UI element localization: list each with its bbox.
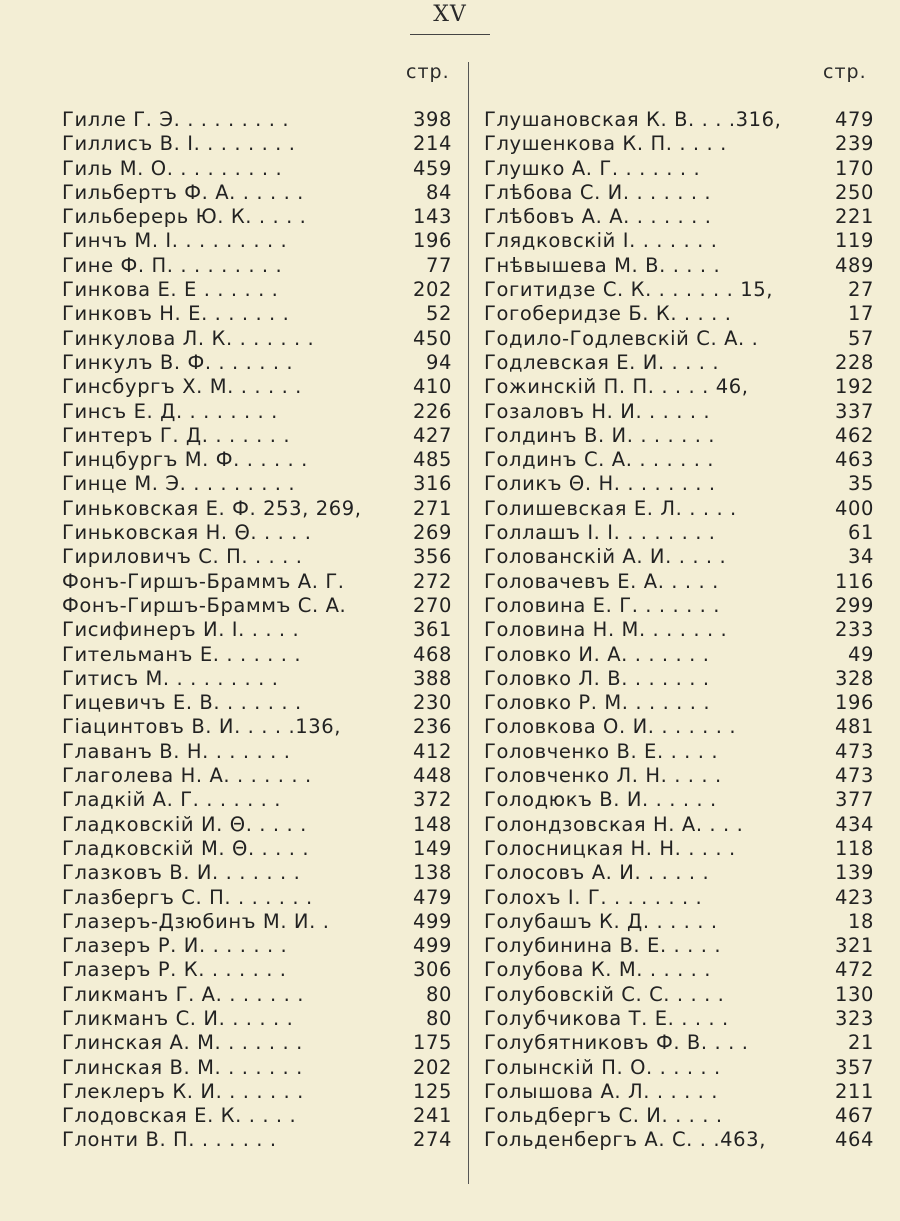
entry-name: Голдинъ С. А. . . . . . . [484, 448, 715, 472]
index-entry [484, 132, 874, 156]
entry-pages: 489 [834, 253, 874, 277]
entry-pages: 459 [412, 156, 452, 180]
index-entry [484, 837, 874, 861]
entry-name: Голованскій А. И. . . . . [484, 545, 727, 569]
entry-pages: 119 [834, 229, 874, 253]
entry-pages: 473 [834, 764, 874, 788]
entry-name: Гиллисъ В. І. . . . . . . . [62, 132, 296, 156]
entry-pages: 170 [834, 156, 874, 180]
index-entry [484, 715, 874, 739]
entry-name: Головина Е. Г. . . . . . . [484, 593, 721, 617]
index-entry [62, 715, 452, 739]
entry-pages: 481 [834, 715, 874, 739]
entry-pages: 49 [847, 642, 874, 666]
entry-name: Гине Ф. П. . . . . . . . . [62, 253, 283, 277]
entry-pages: 464 [834, 1128, 874, 1152]
entry-name: Глушенкова К. П. . . . . [484, 132, 727, 156]
entry-pages: 196 [412, 229, 452, 253]
entry-pages: 299 [834, 593, 874, 617]
entry-pages: 316 [412, 472, 452, 496]
entry-name: Гинцбургъ М. Ф. . . . . . [62, 448, 308, 472]
index-entry [62, 254, 452, 278]
index-entry [484, 740, 874, 764]
entry-pages: 57 [847, 326, 874, 350]
entry-pages: 192 [834, 375, 874, 399]
entry-name: Гириловичъ С. П. . . . . [62, 545, 303, 569]
entry-name: Гинсъ Е. Д. . . . . . . . [62, 399, 278, 423]
index-entry [62, 351, 452, 375]
index-entry [484, 254, 874, 278]
index-entry [62, 813, 452, 837]
entry-pages: 130 [834, 982, 874, 1006]
entry-pages: 357 [834, 1055, 874, 1079]
entry-name: Гладковскій И. Θ. . . . . [62, 812, 307, 836]
entry-pages: 377 [834, 788, 874, 812]
entry-name: Головченко Л. Н. . . . . [484, 764, 722, 788]
index-entry [62, 1007, 452, 1031]
entry-name: Гинкулъ В. Ф. . . . . . . [62, 350, 294, 374]
entry-name: Голлашъ І. І. . . . . . . . [484, 521, 716, 545]
index-entry [484, 667, 874, 691]
entry-name: Гладкій А. Г. . . . . . . [62, 788, 282, 812]
entry-pages: 175 [412, 1031, 452, 1055]
index-entry [484, 448, 874, 472]
entry-pages: 468 [412, 642, 452, 666]
entry-pages: 116 [834, 569, 874, 593]
entry-pages: 372 [412, 788, 452, 812]
entry-name: Голосницкая Н. Н. . . . . [484, 836, 736, 860]
index-entry [484, 157, 874, 181]
entry-name: Головченко В. Е. . . . . [484, 739, 719, 763]
entry-pages: 479 [834, 108, 874, 131]
entry-name: Гнѣвышева М. В. . . . . [484, 253, 721, 277]
entry-name: Гинсбургъ Х. М. . . . . . [62, 375, 302, 399]
index-entry [62, 1080, 452, 1104]
index-entry [484, 205, 874, 229]
index-entry [484, 1031, 874, 1055]
entry-pages: 423 [834, 885, 874, 909]
entry-name: Голондзовская Н. А. . . . [484, 812, 744, 836]
entry-name: Глушановская К. В. . . .316, [484, 108, 782, 131]
entry-name: Гладковскій М. Θ. . . . . [62, 836, 310, 860]
entry-name: Глеклеръ К. И. . . . . . . [62, 1079, 304, 1103]
index-entry [62, 521, 452, 545]
entry-pages: 34 [847, 545, 874, 569]
index-entry [62, 375, 452, 399]
entry-pages: 361 [412, 618, 452, 642]
right-column-header: стр. [823, 61, 867, 83]
entry-pages: 94 [425, 350, 452, 374]
index-entry [484, 108, 874, 132]
entry-pages: 434 [834, 812, 874, 836]
index-entry [484, 983, 874, 1007]
entry-pages: 236 [412, 715, 452, 739]
entry-name: Главанъ В. Н. . . . . . . [62, 739, 291, 763]
entry-name: Голышова А. Л. . . . . . [484, 1079, 719, 1103]
entry-pages: 250 [834, 180, 874, 204]
entry-pages: 80 [425, 982, 452, 1006]
entry-pages: 139 [834, 861, 874, 885]
entry-name: Годлевская Е. И. . . . . [484, 350, 720, 374]
entry-name: Гинкова Е. Е . . . . . . [62, 278, 279, 302]
index-entry [484, 497, 874, 521]
entry-name: Голубинина В. Е. . . . . [484, 934, 722, 958]
index-entry [484, 570, 874, 594]
index-entry [62, 229, 452, 253]
entry-pages: 239 [834, 132, 874, 156]
entry-name: Голдинъ В. И. . . . . . . [484, 423, 716, 447]
entry-pages: 18 [847, 909, 874, 933]
entry-pages: 148 [412, 812, 452, 836]
index-entry [484, 594, 874, 618]
entry-name: Гицевичъ Е. В. . . . . . . [62, 691, 302, 715]
index-entry [62, 643, 452, 667]
entry-pages: 306 [412, 958, 452, 982]
index-entry [62, 205, 452, 229]
index-entry [62, 594, 452, 618]
index-entry [62, 400, 452, 424]
entry-pages: 427 [412, 423, 452, 447]
entry-name: Гисифинеръ И. І. . . . . [62, 618, 300, 642]
entry-name: Гожинскій П. П. . . . . 46, [484, 375, 749, 399]
header-rule [410, 34, 490, 35]
entry-pages: 21 [847, 1031, 874, 1055]
index-entry [484, 910, 874, 934]
entry-name: Гіацинтовъ В. И. . . . .136, [62, 715, 342, 739]
entry-name: Гликманъ Г. А. . . . . . . [62, 982, 305, 1006]
index-entry [484, 643, 874, 667]
entry-name: Глазбергъ С. П. . . . . . . [62, 885, 313, 909]
entry-pages: 80 [425, 1006, 452, 1030]
entry-name: Гиньковская Е. Ф. 253, 269, [62, 496, 362, 520]
index-entry [62, 472, 452, 496]
index-entry [62, 497, 452, 521]
entry-pages: 274 [412, 1128, 452, 1152]
entry-pages: 270 [412, 593, 452, 617]
index-entry [484, 886, 874, 910]
entry-pages: 410 [412, 375, 452, 399]
entry-name: Глушко А. Г. . . . . . . [484, 156, 701, 180]
entry-pages: 400 [834, 496, 874, 520]
entry-pages: 230 [412, 691, 452, 715]
entry-name: Гинце М. Э. . . . . . . . . [62, 472, 296, 496]
entry-pages: 149 [412, 836, 452, 860]
entry-pages: 84 [425, 180, 452, 204]
entry-pages: 499 [412, 934, 452, 958]
entry-pages: 462 [834, 423, 874, 447]
entry-name: Головкова О. И. . . . . . . [484, 715, 737, 739]
left-index-column [62, 108, 452, 1153]
entry-name: Глѣбова С. И. . . . . . . [484, 180, 712, 204]
entry-pages: 202 [412, 278, 452, 302]
index-entry [62, 691, 452, 715]
index-entry [484, 764, 874, 788]
entry-name: Гилле Г. Э. . . . . . . . . [62, 108, 290, 131]
entry-name: Головко Л. В. . . . . . . [484, 666, 710, 690]
entry-name: Головко И. А. . . . . . . [484, 642, 710, 666]
index-entry [62, 570, 452, 594]
entry-pages: 450 [412, 326, 452, 350]
entry-name: Фонъ-Гиршъ-Браммъ А. Г. [62, 569, 345, 593]
entry-name: Голодюкъ В. И. . . . . . [484, 788, 717, 812]
entry-name: Голохъ І. Г. . . . . . . . [484, 885, 703, 909]
entry-pages: 221 [834, 205, 874, 229]
entry-pages: 472 [834, 958, 874, 982]
entry-name: Головачевъ Е. А. . . . . [484, 569, 719, 593]
entry-name: Глядковскій І. . . . . . . [484, 229, 718, 253]
entry-name: Голубова К. М. . . . . . [484, 958, 712, 982]
entry-pages: 328 [834, 666, 874, 690]
entry-pages: 321 [834, 934, 874, 958]
entry-pages: 61 [847, 521, 874, 545]
index-entry [484, 521, 874, 545]
entry-name: Гительманъ Е. . . . . . . [62, 642, 302, 666]
entry-name: Гитисъ М. . . . . . . . . [62, 666, 279, 690]
entry-name: Гольденбергъ А. С. . .463, [484, 1128, 766, 1152]
index-entry [62, 958, 452, 982]
entry-pages: 388 [412, 666, 452, 690]
entry-pages: 479 [412, 885, 452, 909]
entry-name: Фонъ-Гиршъ-Браммъ С. А. [62, 593, 347, 617]
entry-name: Глазеръ-Дзюбинъ М. И. . [62, 909, 330, 933]
entry-pages: 448 [412, 764, 452, 788]
index-entry [62, 667, 452, 691]
index-entry [62, 788, 452, 812]
entry-name: Гликманъ С. И. . . . . . [62, 1006, 294, 1030]
index-entry [62, 1128, 452, 1152]
entry-pages: 52 [425, 302, 452, 326]
index-entry [484, 1104, 874, 1128]
entry-pages: 118 [834, 836, 874, 860]
entry-name: Гильберерь Ю. К. . . . . [62, 205, 307, 229]
index-entry [62, 934, 452, 958]
entry-pages: 211 [834, 1079, 874, 1103]
entry-name: Глазковъ В. И. . . . . . . [62, 861, 301, 885]
index-entry [484, 934, 874, 958]
entry-pages: 17 [847, 302, 874, 326]
index-entry [62, 1104, 452, 1128]
entry-pages: 473 [834, 739, 874, 763]
index-entry [484, 400, 874, 424]
entry-name: Голубашъ К. Д. . . . . . [484, 909, 718, 933]
entry-pages: 143 [412, 205, 452, 229]
index-entry [484, 545, 874, 569]
index-entry [62, 302, 452, 326]
entry-pages: 485 [412, 448, 452, 472]
entry-name: Голишевская Е. Л. . . . . [484, 496, 737, 520]
entry-pages: 412 [412, 739, 452, 763]
entry-name: Голикъ Θ. Н. . . . . . . . [484, 472, 716, 496]
entry-pages: 226 [412, 399, 452, 423]
entry-name: Глѣбовъ А. А. . . . . . . [484, 205, 712, 229]
entry-pages: 35 [847, 472, 874, 496]
index-entry [484, 229, 874, 253]
entry-pages: 499 [412, 909, 452, 933]
index-entry [484, 181, 874, 205]
index-entry [62, 910, 452, 934]
index-entry [62, 1056, 452, 1080]
index-entry [484, 618, 874, 642]
entry-pages: 228 [834, 350, 874, 374]
index-entry [484, 278, 874, 302]
entry-pages: 467 [834, 1104, 874, 1128]
entry-name: Гинчъ М. І. . . . . . . . . [62, 229, 288, 253]
index-entry [62, 181, 452, 205]
index-entry [62, 545, 452, 569]
entry-pages: 233 [834, 618, 874, 642]
entry-name: Гинтеръ Г. Д. . . . . . . [62, 423, 291, 447]
entry-name: Гинковъ Н. Е. . . . . . . [62, 302, 290, 326]
entry-name: Голосовъ А. И. . . . . . [484, 861, 710, 885]
index-entry [62, 886, 452, 910]
entry-pages: 463 [834, 448, 874, 472]
entry-pages: 196 [834, 691, 874, 715]
entry-name: Гиль М. О. . . . . . . . . [62, 156, 283, 180]
entry-pages: 356 [412, 545, 452, 569]
index-entry [62, 764, 452, 788]
entry-name: Глинская В. М. . . . . . . [62, 1055, 303, 1079]
entry-pages: 269 [412, 521, 452, 545]
entry-pages: 272 [412, 569, 452, 593]
page-number: XV [433, 2, 467, 27]
entry-name: Гиньковская Н. Θ. . . . . [62, 521, 312, 545]
index-entry [62, 448, 452, 472]
entry-name: Глинская А. М. . . . . . . [62, 1031, 303, 1055]
index-entry [62, 618, 452, 642]
index-entry [484, 472, 874, 496]
entry-pages: 27 [847, 278, 874, 302]
entry-pages: 271 [412, 496, 452, 520]
index-entry [484, 424, 874, 448]
index-entry [62, 108, 452, 132]
right-index-column [484, 108, 874, 1153]
index-entry [62, 1031, 452, 1055]
index-entry [484, 861, 874, 885]
index-entry [62, 837, 452, 861]
left-column-header: стр. [406, 61, 450, 83]
index-entry [62, 132, 452, 156]
entry-name: Гильбертъ Ф. А. . . . . . [62, 180, 304, 204]
entry-name: Годило-Годлевскій С. А. . [484, 326, 759, 350]
entry-pages: 337 [834, 399, 874, 423]
column-divider [468, 62, 469, 1184]
entry-name: Глазеръ Р. И. . . . . . . [62, 934, 288, 958]
entry-name: Головина Н. М. . . . . . . [484, 618, 728, 642]
entry-pages: 77 [425, 253, 452, 277]
index-entry [484, 813, 874, 837]
entry-pages: 323 [834, 1006, 874, 1030]
index-entry [62, 740, 452, 764]
entry-name: Гозаловъ Н. И. . . . . . [484, 399, 711, 423]
entry-pages: 214 [412, 132, 452, 156]
index-entry [484, 302, 874, 326]
index-entry [484, 958, 874, 982]
entry-pages: 241 [412, 1104, 452, 1128]
entry-name: Голынскій П. О. . . . . . [484, 1055, 721, 1079]
index-entry [62, 983, 452, 1007]
index-entry [62, 327, 452, 351]
entry-name: Гольдбергъ С. И. . . . . [484, 1104, 723, 1128]
entry-pages: 202 [412, 1055, 452, 1079]
entry-name: Гогоберидзе Б. К. . . . . [484, 302, 732, 326]
index-entry [484, 351, 874, 375]
index-entry [484, 788, 874, 812]
index-entry [62, 278, 452, 302]
index-entry [484, 1056, 874, 1080]
index-entry [484, 691, 874, 715]
entry-name: Глонти В. П. . . . . . . [62, 1128, 277, 1152]
entry-name: Гинкулова Л. К. . . . . . . [62, 326, 315, 350]
index-entry [62, 424, 452, 448]
index-entry [62, 157, 452, 181]
entry-pages: 398 [412, 108, 452, 131]
index-entry [484, 1080, 874, 1104]
index-entry [484, 1007, 874, 1031]
index-entry [484, 327, 874, 351]
entry-name: Глодовская Е. К. . . . . [62, 1104, 297, 1128]
entry-pages: 138 [412, 861, 452, 885]
entry-name: Гогитидзе С. К. . . . . . . 15, [484, 278, 774, 302]
entry-name: Глаголева Н. А. . . . . . . [62, 764, 312, 788]
entry-name: Головко Р. М. . . . . . . [484, 691, 711, 715]
entry-name: Голубовскій С. С. . . . . [484, 982, 725, 1006]
entry-pages: 125 [412, 1079, 452, 1103]
entry-name: Голубятниковъ Ф. В. . . . [484, 1031, 749, 1055]
index-entry [484, 1128, 874, 1152]
index-entry [62, 861, 452, 885]
entry-name: Глазеръ Р. К. . . . . . . [62, 958, 287, 982]
index-entry [484, 375, 874, 399]
entry-name: Голубчикова Т. Е. . . . . [484, 1006, 729, 1030]
